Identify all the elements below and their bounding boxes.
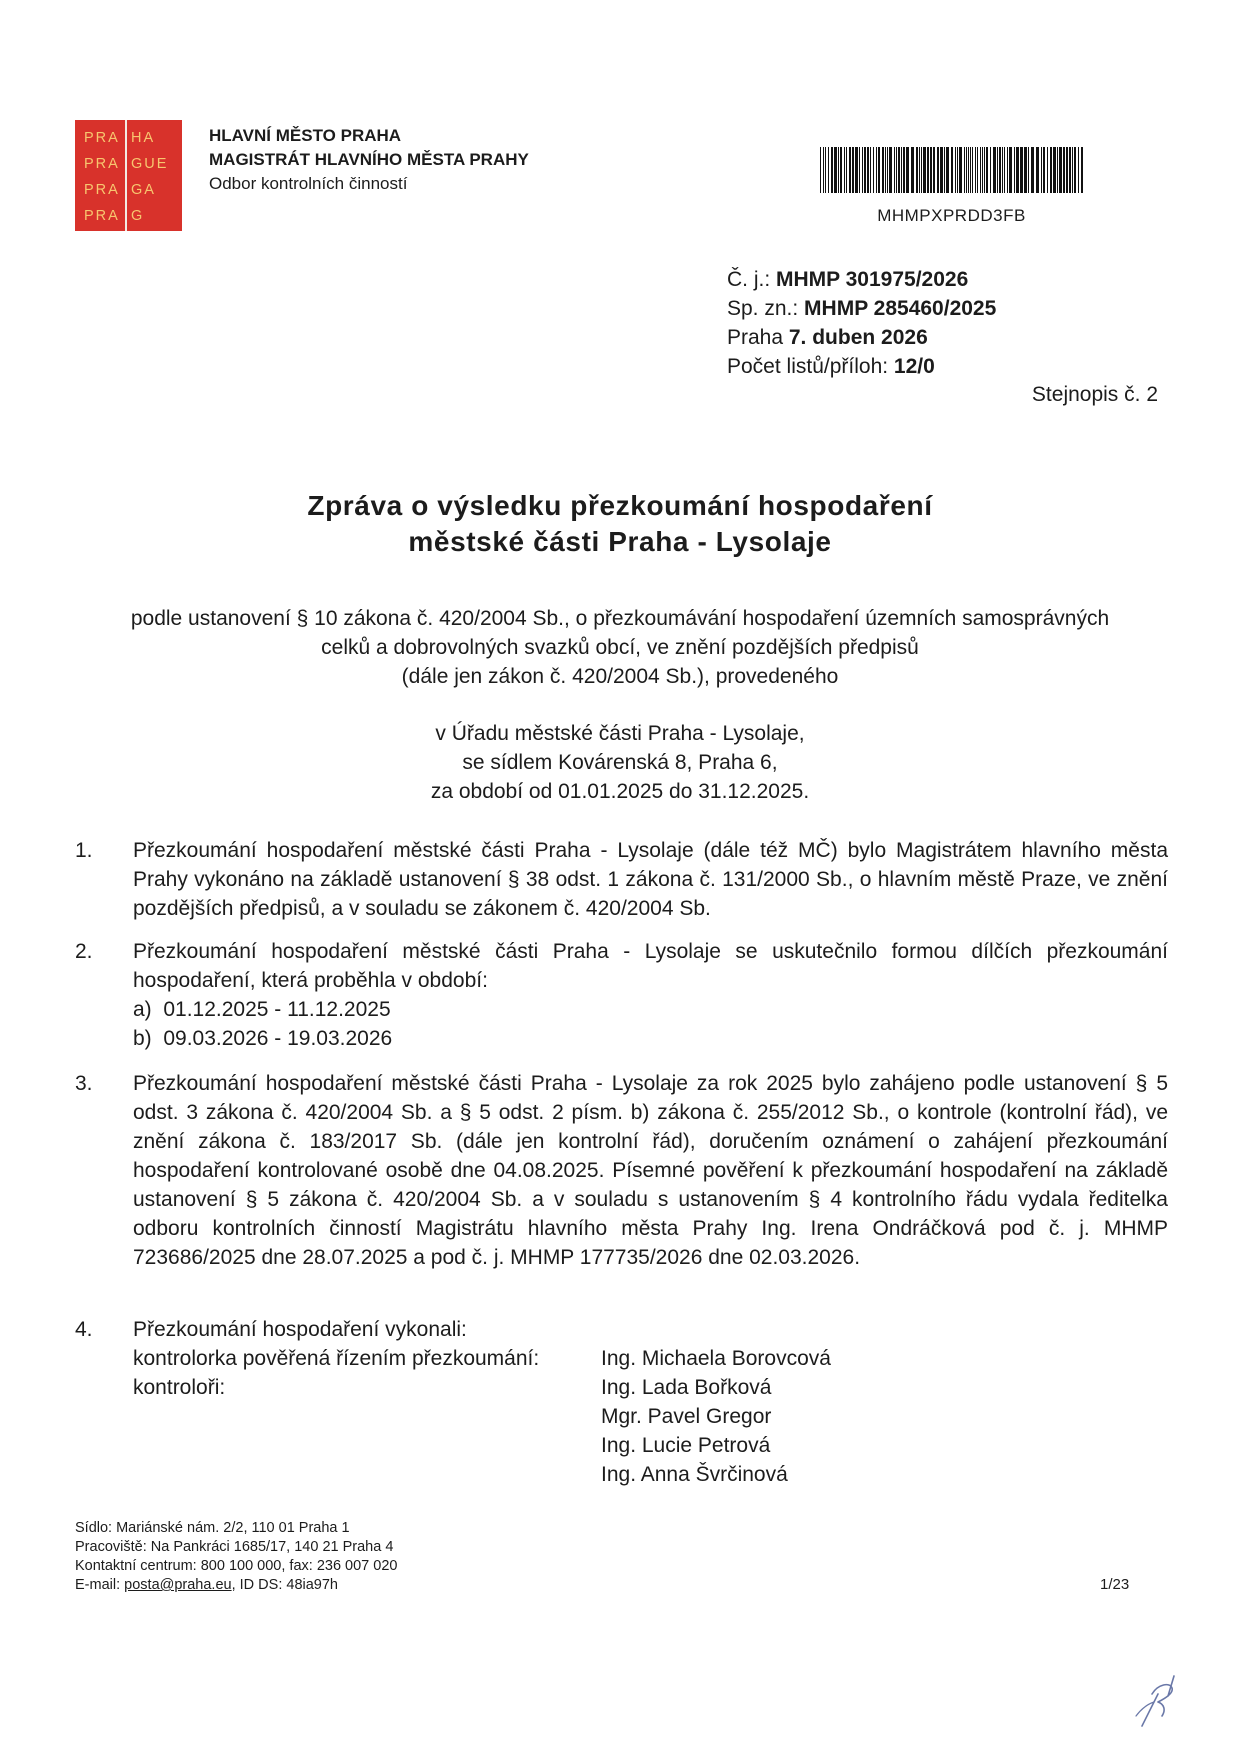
footer-contact-center: Kontaktní centrum: 800 100 000, fax: 236 007 020 — [75, 1558, 398, 1574]
lead-inspector-name: Ing. Michaela Borovcová — [601, 1347, 831, 1370]
ref-cj-value: MHMP 301975/2026 — [776, 268, 969, 291]
item-body — [133, 937, 1168, 1053]
ref-cj — [727, 265, 996, 294]
place-paragraph — [60, 719, 1180, 806]
intro-line: celků a dobrovolných svazků obcí, ve znění pozdějších předpisů — [321, 636, 919, 659]
item-text: Přezkoumání hospodaření městské části Praha - Lysolaje za rok 2025 bylo zahájeno podle ustanovení § 5 odst. 3 zákona č. 420/2004 Sb. a § 5 odst. 2 písm. b) zákona č. 255/2012 Sb., o kontrole (kontrolní řád), ve znění zákona č. 183/2017 Sb. (dále jen kontrolní řád), doručením oznámení o zahájení přezkoumání hospodaření kontrolované osobě dne 04.08.2025. Písemné pověření k přezkoumání hospodaření na základě ustanovení § 5 zákona č. 420/2004 Sb. a v souladu s ustanovením § 4 kontrolního řádu vydala ředitelka odboru kontrolních činností Magistrátu hlavního města Prahy Ing. Irena Ondráčková pod č. j. MHMP 723686/2025 dne 28.07.2025 a pod č. j. MHMP 177735/2026 dne 02.03.2026. — [133, 1072, 1168, 1269]
ref-spzn-label: Sp. zn.: — [727, 297, 805, 320]
org-line-department: Odbor kontrolních činností — [209, 174, 408, 193]
ref-spzn-value: MHMP 285460/2025 — [804, 297, 997, 320]
intro-line: (dále jen zákon č. 420/2004 Sb.), provedeného — [401, 665, 839, 688]
logo-text: GUE — [131, 156, 169, 172]
barcode — [820, 147, 1083, 193]
ref-date-value: 7. duben 2026 — [788, 326, 928, 349]
title-line: Zpráva o výsledku přezkoumání hospodaření — [307, 490, 933, 521]
item-number: 2. — [75, 940, 93, 963]
ref-date — [727, 323, 996, 352]
email-link[interactable]: posta@praha.eu — [124, 1577, 232, 1593]
item-text: Přezkoumání hospodaření městské části Praha - Lysolaje (dále též MČ) bylo Magistrátem hlavního města Prahy vykonáno na základě ustanovení § 38 odst. 1 zákona č. 131/2000 Sb., o hlavním městě Praze, ve znění pozdějších předpisů, a v souladu se zákonem č. 420/2004 Sb. — [133, 839, 1168, 920]
copy-number: Stejnopis č. 2 — [1031, 383, 1158, 406]
praha-logo — [75, 120, 182, 231]
item-number: 3. — [75, 1072, 93, 1095]
ref-count — [727, 352, 996, 381]
inspector-name: Ing. Lucie Petrová — [601, 1434, 771, 1457]
handwritten-initials — [1128, 1666, 1198, 1736]
document-references — [727, 265, 996, 381]
item-text: Přezkoumání hospodaření vykonali: — [133, 1318, 467, 1341]
inspector-name: Ing. Anna Švrčinová — [601, 1463, 788, 1486]
document-title — [100, 488, 1140, 560]
title-line: městské části Praha - Lysolaje — [408, 526, 832, 557]
email-label: E-mail: — [75, 1577, 125, 1593]
item-number: 4. — [75, 1318, 93, 1341]
org-line-magistrate: MAGISTRÁT HLAVNÍHO MĚSTA PRAHY — [209, 150, 529, 169]
place-line: za období od 01.01.2025 do 31.12.2025. — [430, 780, 810, 803]
period-b: b) 09.03.2026 - 19.03.2026 — [133, 1027, 393, 1050]
logo-row — [75, 124, 182, 151]
lead-inspector-label: kontrolorka pověřená řízením přezkoumání: — [133, 1347, 540, 1370]
data-box-id: , ID DS: 48ia97h — [231, 1577, 338, 1593]
org-line-city: HLAVNÍ MĚSTO PRAHA — [209, 126, 402, 145]
ref-count-label: Počet listů/příloh: — [727, 355, 894, 378]
inspectors-table — [133, 1344, 1168, 1489]
page-number: 1/23 — [1100, 1576, 1130, 1593]
item-number: 1. — [75, 839, 93, 862]
intro-paragraph — [60, 604, 1180, 691]
footer-address: Sídlo: Mariánské nám. 2/2, 110 01 Praha 1 — [75, 1520, 350, 1536]
item-body — [133, 1315, 1168, 1489]
logo-text: PRA — [84, 182, 120, 198]
barcode-text: MHMPXPRDD3FB — [877, 206, 1026, 225]
logo-row — [75, 176, 182, 203]
ref-count-value: 12/0 — [893, 355, 935, 378]
logo-text: G — [131, 208, 145, 224]
organization-header — [209, 124, 529, 196]
logo-text: HA — [131, 130, 156, 146]
place-line: v Úřadu městské části Praha - Lysolaje, — [435, 722, 805, 745]
footer-email-line — [75, 1576, 397, 1595]
inspector-name: Ing. Lada Bořková — [601, 1376, 772, 1399]
inspectors-label: kontroloři: — [133, 1376, 226, 1399]
ref-spzn — [727, 294, 996, 323]
logo-row — [75, 150, 182, 177]
intro-line: podle ustanovení § 10 zákona č. 420/2004 Sb., o přezkoumávání hospodaření územních samosprávných — [130, 607, 1110, 630]
item-text: Přezkoumání hospodaření městské části Praha - Lysolaje se uskutečnilo formou dílčích přezkoumání hospodaření, která proběhla v období: — [133, 940, 1168, 992]
ref-cj-label: Č. j.: — [727, 268, 777, 291]
inspector-name: Mgr. Pavel Gregor — [601, 1405, 772, 1428]
place-line: se sídlem Kovárenská 8, Praha 6, — [462, 751, 778, 774]
logo-text: PRA — [84, 208, 120, 224]
footer-workplace: Pracoviště: Na Pankráci 1685/17, 140 21 Praha 4 — [75, 1539, 394, 1555]
footer-contacts — [75, 1519, 397, 1595]
logo-text: GA — [131, 182, 156, 198]
ref-date-label: Praha — [727, 326, 789, 349]
logo-text: PRA — [84, 130, 120, 146]
logo-row — [75, 202, 182, 229]
logo-text: PRA — [84, 156, 120, 172]
period-a: a) 01.12.2025 - 11.12.2025 — [133, 998, 391, 1021]
